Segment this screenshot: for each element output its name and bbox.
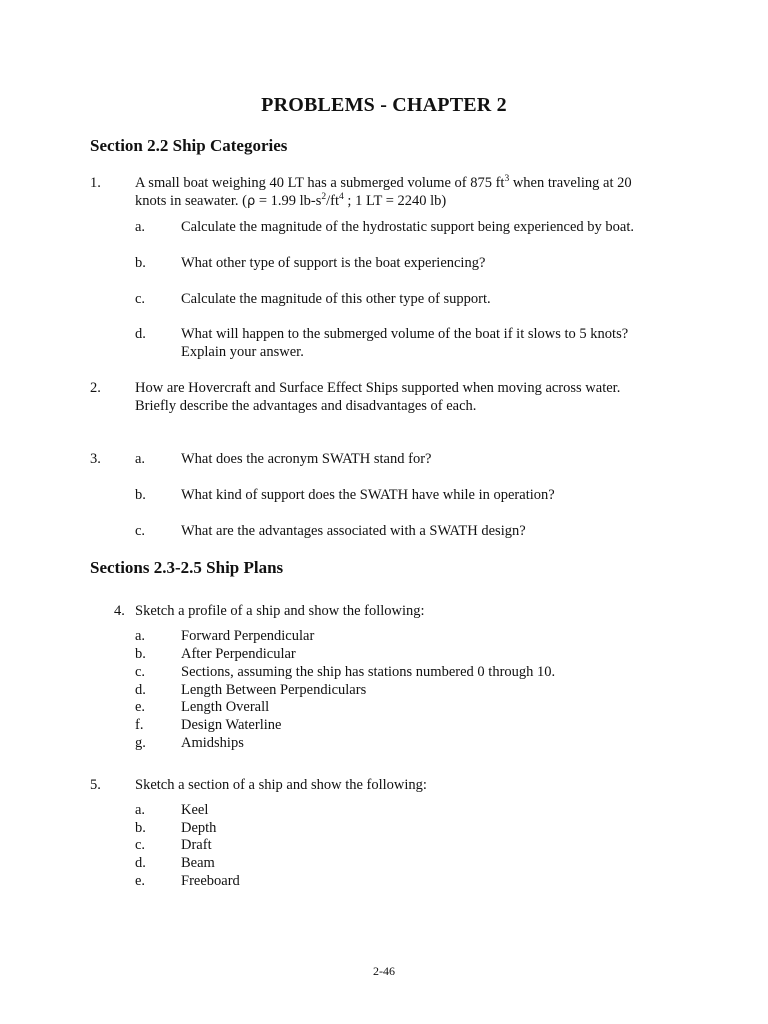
problem-3b-text: What kind of support does the SWATH have while in operation? bbox=[181, 487, 555, 503]
problem-4a-text: Forward Perpendicular bbox=[181, 628, 315, 644]
problem-1d-text: What will happen to the submerged volume of the boat if it slows to 5 knots? bbox=[181, 326, 629, 342]
problem-3-number: 3. bbox=[90, 451, 101, 467]
problem-1d-label: d. bbox=[135, 326, 146, 342]
problem-4g-label: g. bbox=[135, 735, 146, 751]
section-heading-ship-plans: Sections 2.3-2.5 Ship Plans bbox=[90, 558, 284, 577]
problem-5a-text: Keel bbox=[181, 802, 209, 818]
problem-4b-label: b. bbox=[135, 646, 146, 662]
problem-3c-label: c. bbox=[135, 523, 146, 539]
problem-3c-text: What are the advantages associated with a SWATH design? bbox=[181, 523, 526, 539]
problem-2-line-1: How are Hovercraft and Surface Effect Ships supported when moving across water. bbox=[135, 380, 621, 396]
page-number: 2-46 bbox=[373, 964, 395, 978]
problem-3a-text: What does the acronym SWATH stand for? bbox=[181, 451, 432, 467]
problem-4e-text: Length Overall bbox=[181, 699, 270, 715]
problem-4b-text: After Perpendicular bbox=[181, 646, 296, 662]
problem-1d-text-2: Explain your answer. bbox=[181, 344, 304, 360]
problem-1-line-2: knots in seawater. (ρ = 1.99 $lb-s^2/ft^4$ ; 1 LT = 2240 lb) bbox=[135, 192, 447, 209]
problem-4d-text: Length Between Perpendiculars bbox=[181, 682, 367, 698]
problem-4c-label: c. bbox=[135, 664, 146, 680]
problem-5e-text: Freeboard bbox=[181, 873, 240, 889]
problem-4d-label: d. bbox=[135, 682, 146, 698]
problem-5-number: 5. bbox=[90, 777, 101, 793]
problem-4g-text: Amidships bbox=[181, 735, 244, 751]
problem-4f-label: f. bbox=[135, 717, 144, 733]
problem-4a-label: a. bbox=[135, 628, 146, 644]
problem-5c-label: c. bbox=[135, 837, 146, 853]
problem-1c-text: Calculate the magnitude of this other type of support. bbox=[181, 291, 491, 307]
section-heading-ship-categories: Section 2.2 Ship Categories bbox=[90, 136, 288, 155]
problem-1b-label: b. bbox=[135, 255, 146, 271]
page-title: PROBLEMS - CHAPTER 2 bbox=[261, 94, 507, 116]
problem-1-number: 1. bbox=[90, 175, 101, 191]
problem-4f-text: Design Waterline bbox=[181, 717, 282, 733]
problem-5c-text: Draft bbox=[181, 837, 212, 853]
problem-5b-label: b. bbox=[135, 820, 146, 836]
problem-5-line-1: Sketch a section of a ship and show the following: bbox=[135, 777, 427, 793]
problem-3a-label: a. bbox=[135, 451, 146, 467]
problem-4-line-1: Sketch a profile of a ship and show the following: bbox=[135, 603, 425, 619]
problem-4e-label: e. bbox=[135, 699, 146, 715]
problem-1-line-1: A small boat weighing 40 LT has a submerged volume of 875 $ft^3$ when traveling at 20 bbox=[135, 174, 632, 191]
problem-1a-text: Calculate the magnitude of the hydrostatic support being experienced by boat. bbox=[181, 219, 634, 235]
problem-1b-text: What other type of support is the boat experiencing? bbox=[181, 255, 486, 271]
problem-4-number: 4. bbox=[114, 603, 125, 619]
problem-4c-text: Sections, assuming the ship has stations numbered 0 through 10. bbox=[181, 664, 556, 680]
problem-2-number: 2. bbox=[90, 380, 101, 396]
problem-5a-label: a. bbox=[135, 802, 146, 818]
problem-5e-label: e. bbox=[135, 873, 146, 889]
problem-5b-text: Depth bbox=[181, 820, 217, 836]
problem-5d-text: Beam bbox=[181, 855, 215, 871]
problem-5d-label: d. bbox=[135, 855, 146, 871]
rho-symbol: ρ bbox=[246, 194, 256, 209]
problem-3b-label: b. bbox=[135, 487, 146, 503]
problem-1a-label: a. bbox=[135, 219, 146, 235]
problem-1c-label: c. bbox=[135, 291, 146, 307]
problem-2-line-2: Briefly describe the advantages and disadvantages of each. bbox=[135, 398, 477, 414]
